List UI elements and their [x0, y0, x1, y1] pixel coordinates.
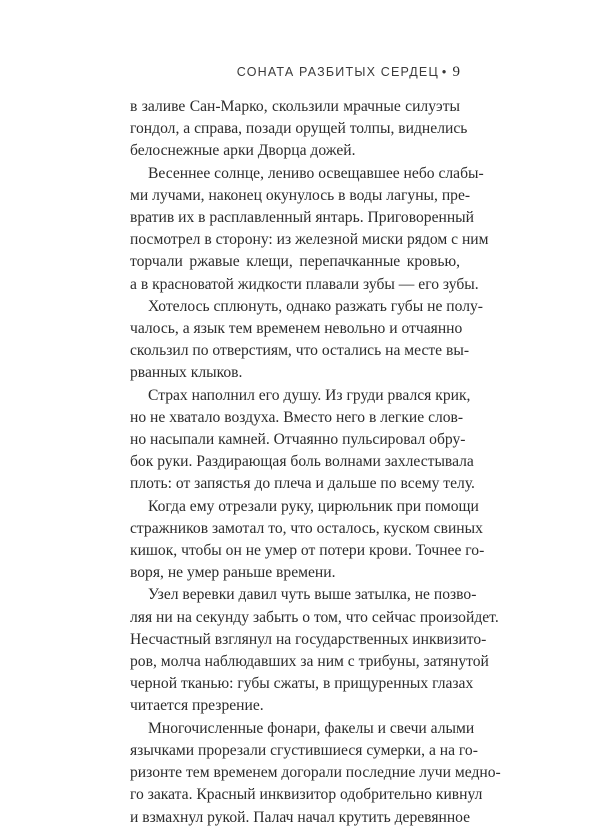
text-line: ми лучами, наконец окунулось в воды лагуны, пре- [130, 186, 471, 204]
text-line: стражников замотал то, что осталось, куском свиных [130, 519, 483, 537]
text-line: но не хватало воздуха. Вместо него в легкие слов- [130, 408, 464, 426]
text-line: и взмахнул рукой. Палач начал крутить деревянное [130, 808, 471, 826]
text-line: а в красноватой жидкости плавали зубы — его зубы. [130, 275, 479, 293]
text-line: чалось, а язык тем временем невольно и отчаянно [130, 320, 463, 338]
text-line: вратив их в расплавленный янтарь. Приговоренный [130, 209, 474, 227]
text-line: язычками прорезали сгустившиеся сумерки, а на го- [130, 741, 478, 759]
text-line: го заката. Красный инквизитор одобрительно кивнул [130, 786, 483, 804]
text-line: в заливе Сан-Марко, скользили мрачные силуэты [130, 98, 460, 115]
text-line: ляя ни на секунду забыть о том, что сейчас произойдет. [130, 608, 499, 626]
text-line: торчали ржавые клещи, перепачканные кровью, [130, 253, 460, 271]
text-line: рванных клыков. [130, 364, 243, 382]
text-line: гондол, а справа, позади орущей толпы, виднелись [130, 120, 468, 138]
text-line: Многочисленные фонари, факелы и свечи алыми [148, 719, 475, 737]
text-line: Несчастный взглянул на государственных инквизито- [130, 630, 487, 648]
page-number: 9 [452, 64, 460, 80]
text-line: бок руки. Раздирающая боль волнами захлестывала [130, 453, 474, 471]
text-line: посмотрел в сторону: из железной миски рядом с ним [130, 231, 489, 249]
text-line: черной тканью: губы сжаты, в прищуренных глазах [130, 675, 474, 693]
text-line: ризонте тем временем догорали последние лучи медно- [130, 764, 501, 782]
text-line: плоть: от запястья до плеча и дальше по всему телу. [130, 475, 475, 493]
header-separator: • [441, 65, 448, 79]
text-line: но насыпали камней. Отчаянно пульсировал обру- [130, 431, 466, 449]
text-line: Страх наполнил его душу. Из груди рвался крик, [148, 386, 471, 404]
running-header-title: СОНАТА РАЗБИТЫХ СЕРДЕЦ [236, 65, 439, 79]
text-line: ров, молча наблюдавших за ним с трибуны, затянутой [130, 653, 489, 671]
text-line: Весеннее солнце, лениво освещавшее небо слабы- [148, 164, 484, 182]
text-line: Хотелось сплюнуть, однако разжать губы не полу- [148, 297, 483, 315]
text-line: белоснежные арки Дворца дожей. [130, 142, 356, 160]
text-line: Узел веревки давил чуть выше затылка, не позво- [148, 586, 477, 604]
text-line: воря, не умер раньше времени. [130, 564, 336, 582]
text-line: Когда ему отрезали руку, цирюльник при помощи [148, 497, 479, 515]
text-line: читается презрение. [130, 697, 264, 715]
running-header [237, 64, 460, 81]
text-line: кишок, чтобы он не умер от потери крови. Точнее го- [130, 542, 485, 560]
body-text [130, 96, 501, 829]
text-line: скользил по отверстиям, что остались на месте вы- [130, 342, 470, 360]
